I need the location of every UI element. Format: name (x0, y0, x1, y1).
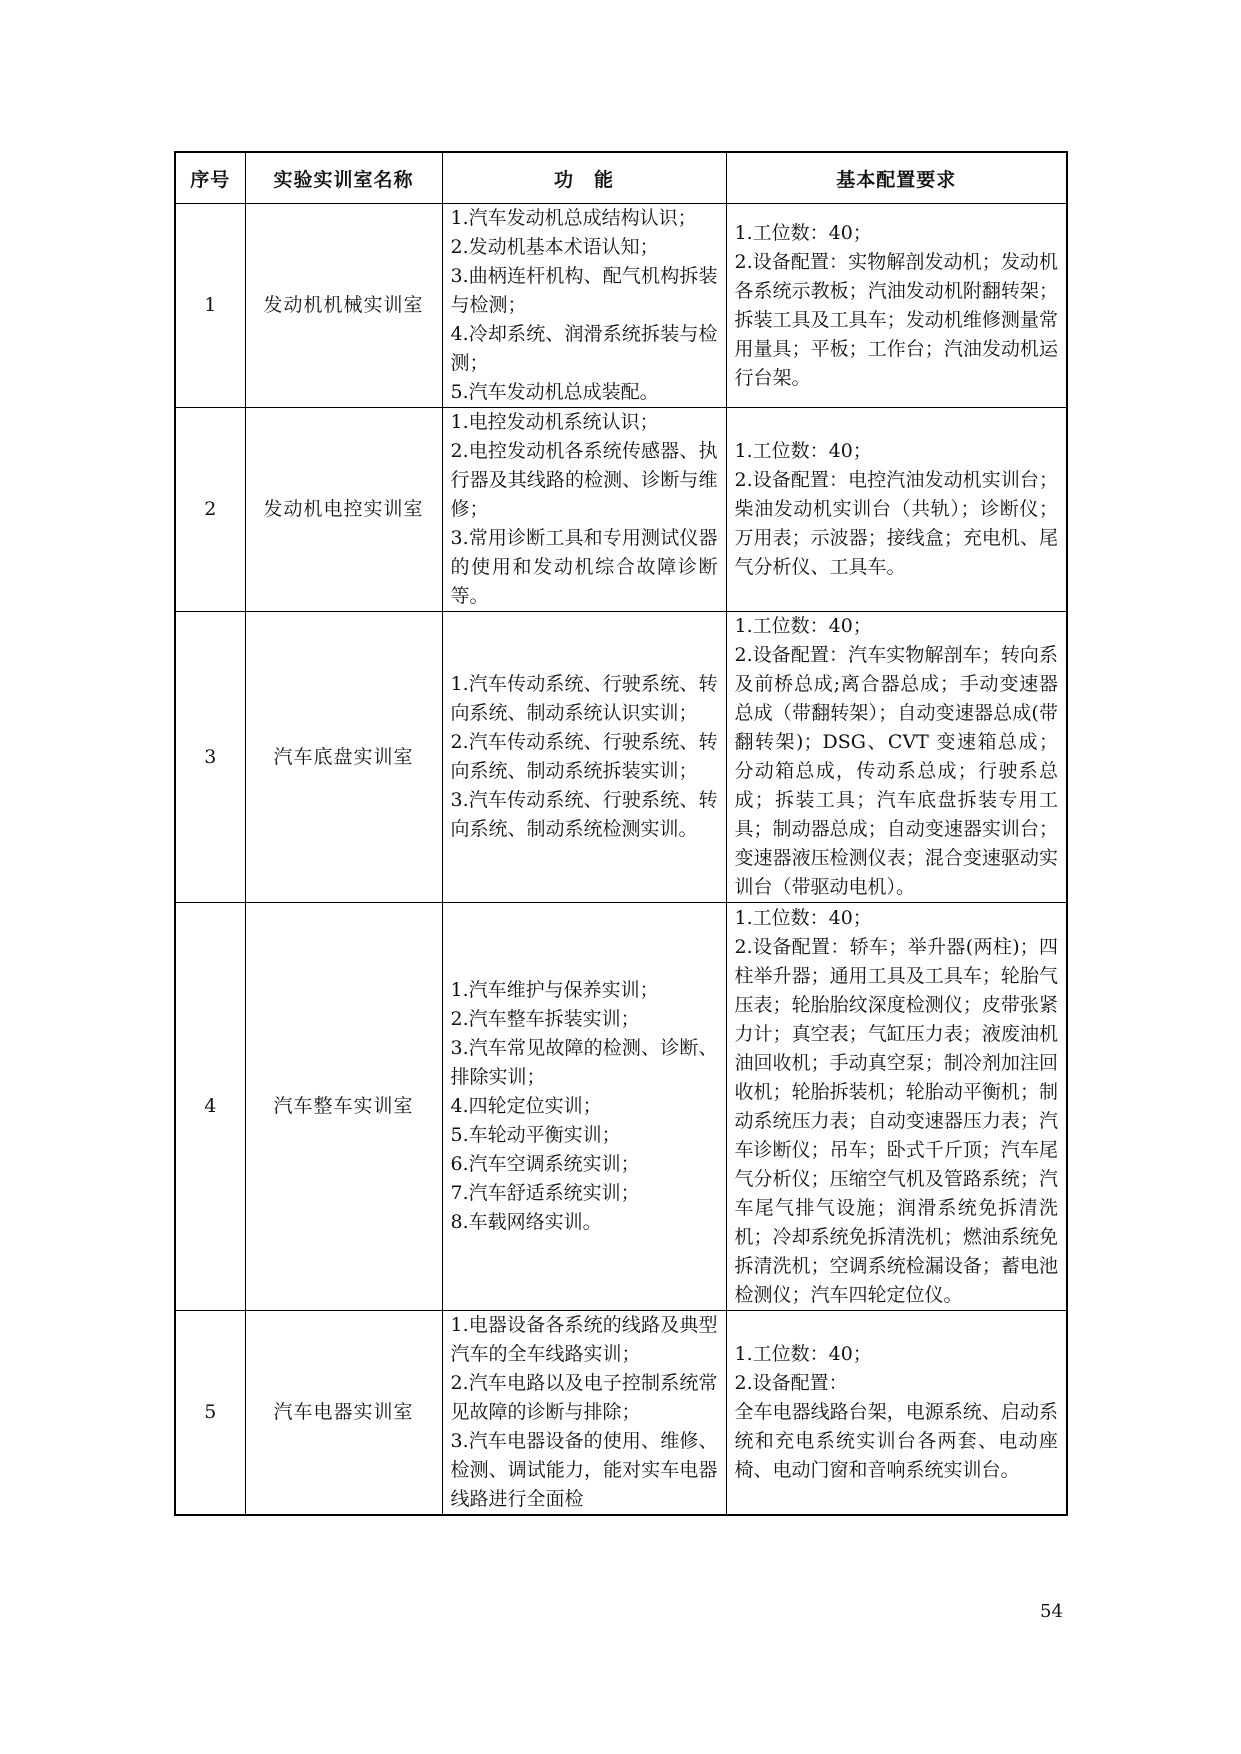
table-row (175, 408, 1067, 612)
room-name: 汽车整车实训室 (245, 903, 442, 1311)
table-row (175, 903, 1067, 1311)
header-number: 序号 (175, 152, 245, 204)
room-function: 1.汽车传动系统、行驶系统、转向系统、制动系统认识实训； 2.汽车传动系统、行驶系统、转向系统、制动系统拆装实训； 3.汽车传动系统、行驶系统、转向系统、制动系统检测实训。 (442, 612, 726, 903)
row-number: 3 (175, 612, 245, 903)
header-function: 功 能 (442, 152, 726, 204)
room-name: 发动机电控实训室 (245, 408, 442, 612)
room-config: 1.工位数：40； 2.设备配置：电控汽油发动机实训台；柴油发动机实训台（共轨）；诊断仪；万用表；示波器；接线盒；充电机、尾气分析仪、工具车。 (726, 408, 1067, 612)
page-number: 54 (1040, 1601, 1063, 1622)
facility-table-container (174, 151, 1066, 1516)
row-number: 5 (175, 1311, 245, 1516)
header-room-name: 实验实训室名称 (245, 152, 442, 204)
row-number: 1 (175, 204, 245, 408)
table-row (175, 612, 1067, 903)
table-header-row (175, 152, 1067, 204)
room-name: 汽车底盘实训室 (245, 612, 442, 903)
room-name: 发动机机械实训室 (245, 204, 442, 408)
table-row (175, 204, 1067, 408)
room-config: 1.工位数：40； 2.设备配置： 全车电器线路台架，电源系统、启动系统和充电系统实训台各两套、电动座椅、电动门窗和音响系统实训台。 (726, 1311, 1067, 1516)
row-number: 4 (175, 903, 245, 1311)
room-config: 1.工位数：40； 2.设备配置：汽车实物解剖车；转向系及前桥总成;离合器总成；手动变速器总成（带翻转架）；自动变速器总成(带翻转架)；DSG、CVT 变速箱总成；分动箱总成，传动系总成；行驶系总成；拆装工具；汽车底盘拆装专用工具；制动器总成；自动变速器实训台；变速器液压检测仪表；混合变速驱动实训台（带驱动电机）。 (726, 612, 1067, 903)
room-config: 1.工位数：40； 2.设备配置：实物解剖发动机；发动机各系统示教板；汽油发动机附翻转架；拆装工具及工具车；发动机维修测量常用量具；平板；工作台；汽油发动机运行台架。 (726, 204, 1067, 408)
room-name: 汽车电器实训室 (245, 1311, 442, 1516)
header-config: 基本配置要求 (726, 152, 1067, 204)
training-room-table (174, 151, 1068, 1516)
room-function: 1.电控发动机系统认识； 2.电控发动机各系统传感器、执行器及其线路的检测、诊断与维修； 3.常用诊断工具和专用测试仪器的使用和发动机综合故障诊断等。 (442, 408, 726, 612)
room-function: 1.汽车发动机总成结构认识； 2.发动机基本术语认知； 3.曲柄连杆机构、配气机构拆装与检测； 4.冷却系统、润滑系统拆装与检测； 5.汽车发动机总成装配。 (442, 204, 726, 408)
room-config: 1.工位数：40； 2.设备配置：轿车；举升器(两柱)；四柱举升器；通用工具及工具车；轮胎气压表；轮胎胎纹深度检测仪；皮带张紧力计；真空表；气缸压力表；液废油机油回收机；手动真空泵；制冷剂加注回收机；轮胎拆装机；轮胎动平衡机；制动系统压力表；自动变速器压力表；汽车诊断仪；吊车；卧式千斤顶；汽车尾气分析仪；压缩空气机及管路系统；汽车尾气排气设施；润滑系统免拆清洗机；冷却系统免拆清洗机；燃油系统免拆清洗机；空调系统检漏设备；蓄电池检测仪；汽车四轮定位仪。 (726, 903, 1067, 1311)
table-row (175, 1311, 1067, 1516)
row-number: 2 (175, 408, 245, 612)
table-body (175, 204, 1067, 1516)
room-function: 1.电器设备各系统的线路及典型汽车的全车线路实训； 2.汽车电路以及电子控制系统常见故障的诊断与排除； 3.汽车电器设备的使用、维修、检测、调试能力，能对实车电器线路进行全面检 (442, 1311, 726, 1516)
room-function: 1.汽车维护与保养实训； 2.汽车整车拆装实训； 3.汽车常见故障的检测、诊断、排除实训； 4.四轮定位实训； 5.车轮动平衡实训； 6.汽车空调系统实训； 7.汽车舒适系统实训； 8.车载网络实训。 (442, 903, 726, 1311)
